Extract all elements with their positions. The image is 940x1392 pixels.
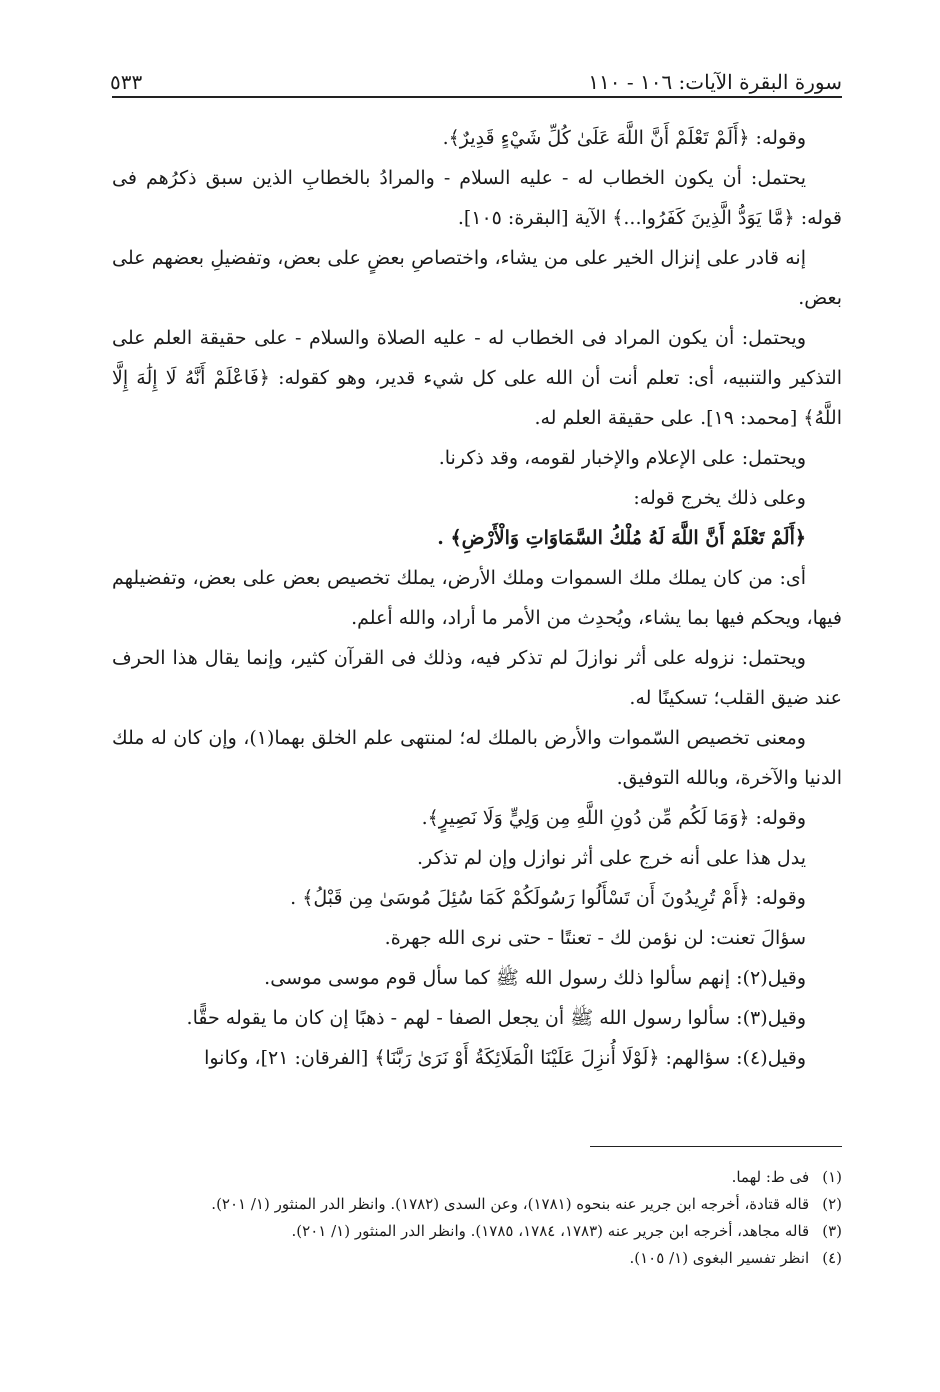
paragraph: وقيل(٤): سؤالهم: ﴿لَوْلَا أُنزِلَ عَلَيْنَا الْمَلَائِكَةُ أَوْ نَرَىٰ رَبَّنَا﴾ [الفرقان: ٢١]، وكانوا <box>204 1047 806 1069</box>
paragraph: ومعنى تخصيص السّموات والأرض بالملك له؛ لمنتهى علم الخلق بهما(١)، وإن كان له ملك الدنيا والآخرة، وبالله التوفيق. <box>112 727 842 789</box>
paragraph: وقوله: ﴿وَمَا لَكُم مِّن دُونِ اللَّهِ مِن وَلِيٍّ وَلَا نَصِيرٍ﴾. <box>421 807 806 829</box>
paragraph: يدل هذا على أنه خرج على أثر نوازل وإن لم تذكر. <box>417 847 806 869</box>
running-header <box>110 58 842 94</box>
footnote-text: قاله قتادة، أخرجه ابن جرير عنه بنحوه (١٧٨١)، وعن السدى (١٧٨٢). وانظر الدر المنثور (١/ ٢٠١). <box>211 1195 810 1213</box>
footnote-text: قاله مجاهد، أخرجه ابن جرير عنه (١٧٨٣، ١٧٨٤، ١٧٨٥). وانظر الدر المنثور (١/ ٢٠١). <box>291 1222 810 1240</box>
footnote <box>112 1218 842 1245</box>
paragraph: ويحتمل: أن يكون المراد فى الخطاب له - عليه الصلاة والسلام - على حقيقة العلم على التذكير والتنبيه، أى: تعلم أنت أن الله على كل شيء قدير، وهو كقوله: ﴿فَاعْلَمْ أَنَّهُ لَا إِلَٰهَ إِلَّا اللَّهُ﴾ [محمد: ١٩]. على حقيقة العلم له. <box>112 327 842 429</box>
paragraph: وقيل(٣): سألوا رسول الله ﷺ أن يجعل الصفا - لهم - ذهبًا إن كان ما يقوله حقًّا. <box>186 1007 806 1029</box>
footnotes <box>112 1164 842 1272</box>
footnote-text: فى ط: لهما. <box>731 1168 810 1186</box>
footnote-text: انظر تفسير البغوى (١/ ١٠٥). <box>629 1249 810 1267</box>
main-text <box>112 118 842 1078</box>
page-number: ٥٣٣ <box>110 70 143 94</box>
paragraph: سؤالَ تعنت: لن نؤمن لك - تعنتًا - حتى نرى الله جهرة. <box>384 927 806 949</box>
header-rule <box>112 96 842 98</box>
paragraph: وعلى ذلك يخرج قوله: <box>633 487 806 509</box>
paragraph: وقوله: ﴿أَمْ تُرِيدُونَ أَن تَسْأَلُوا رَسُولَكُمْ كَمَا سُئِلَ مُوسَىٰ مِن قَبْلُ﴾ . <box>290 887 806 909</box>
footnote-rule <box>590 1146 842 1147</box>
footnote-number: (٤) <box>822 1249 842 1267</box>
footnote-number: (٢) <box>822 1195 842 1213</box>
footnote <box>112 1245 842 1272</box>
paragraph: وقيل(٢): إنهم سألوا ذلك رسول الله ﷺ كما سأل قوم موسى موسى. <box>264 967 806 989</box>
paragraph: وقوله: ﴿أَلَمْ تَعْلَمْ أَنَّ اللَّهَ عَلَىٰ كُلِّ شَيْءٍ قَدِيرٌ﴾. <box>442 127 806 149</box>
footnote <box>112 1191 842 1218</box>
paragraph: إنه قادر على إنزال الخير على من يشاء، واختصاصِ بعضٍ على بعض، وتفضيلِ بعضهم على بعض. <box>112 247 842 309</box>
paragraph: يحتمل: أن يكون الخطاب له - عليه السلام - والمرادُ بالخطابِ الذين سبق ذكرُهم فى قوله: ﴿مَّا يَوَدُّ الَّذِينَ كَفَرُوا...﴾ الآية [البقرة: ١٠٥]. <box>112 167 842 229</box>
footnote <box>112 1164 842 1191</box>
quran-verse: ﴿أَلَمْ تَعْلَمْ أَنَّ اللَّهَ لَهُ مُلْكُ السَّمَاوَاتِ وَالْأَرْضِ﴾ . <box>437 527 806 549</box>
footnote-number: (٣) <box>822 1222 842 1240</box>
paragraph: أى: من كان يملك ملك السموات وملك الأرض، يملك تخصيص بعض على بعض، وتفضيلهم فيها، ويحكم فيها بما يشاء، ويُحدِث من الأمر ما أراد، والله أعلم. <box>112 567 842 629</box>
footnote-number: (١) <box>822 1168 842 1186</box>
paragraph: ويحتمل: على الإعلام والإخبار لقومه، وقد ذكرنا. <box>438 447 806 469</box>
surah-title: سورة البقرة الآيات: ١٠٦ - ١١٠ <box>588 70 842 94</box>
paragraph: ويحتمل: نزوله على أثر نوازلَ لم تذكر فيه، وذلك فى القرآن كثير، وإنما يقال هذا الحرف عند ضيق القلب؛ تسكينًا له. <box>112 647 842 709</box>
